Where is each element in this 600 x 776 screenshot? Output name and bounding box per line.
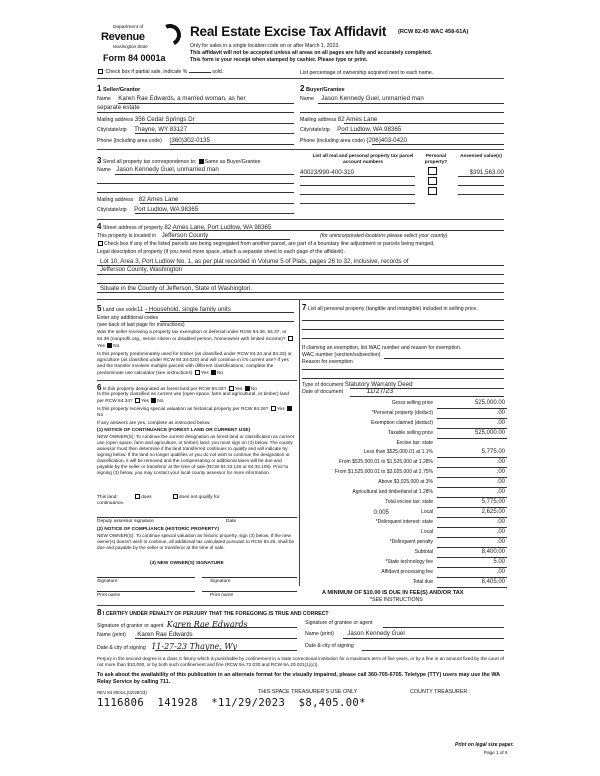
rate3-label: From $1,525,000.01 to $3,025,000 at 2.75%	[334, 469, 433, 475]
current-use-question: Is this property classified as current use (open space, farm and agricultural, or timber) land per RCW 84.34?	[97, 392, 289, 404]
same-as-buyer-checkbox[interactable]	[199, 159, 204, 164]
grantor-name-label: Name (print)	[97, 632, 126, 638]
personal-property-checkbox-2[interactable]	[428, 177, 437, 185]
delinq-state-field[interactable]: .00	[437, 519, 507, 528]
does-not-label: does not qualify for	[178, 494, 220, 500]
dept-line2: Revenue	[101, 31, 145, 43]
notice1-title: (1) NOTICE OF CONTINUANCE (FOREST LAND OR CURRENT USE)	[97, 428, 251, 433]
deputy-date-label: Date	[226, 519, 237, 524]
header-note-2: This affidavit will not be accepted unless all areas on all pages are fully and accurately completed.	[190, 50, 433, 56]
current-use-no-checkbox[interactable]	[151, 398, 156, 403]
continuance-label: continuance.	[97, 501, 125, 506]
street-field[interactable]: 82 Ames Lane, Port Ludlow, WA 98365	[164, 224, 272, 231]
new-owner-signature-1: Signature	[97, 579, 118, 584]
legal-line-1[interactable]: Lot 10, Area 3, Port Ludlow No. 1, as per plat recorded in Volume 5 of Plats, pages 26 to 32, inclusive, records of	[100, 258, 409, 265]
gross-field[interactable]: 525,000.00	[437, 400, 507, 409]
delinq-state-label: *Delinquent interest: state	[375, 519, 433, 525]
seller-city-label: City/state/zip	[97, 127, 127, 133]
historic-yes-label: Yes	[276, 406, 285, 412]
dept-line1: Department of	[113, 25, 144, 30]
assessed-col-header: Assessed value(s)	[460, 154, 502, 159]
seller-name-field-2[interactable]: separate estate	[97, 104, 140, 111]
seller-mailing-label: Mailing address	[97, 117, 134, 123]
rev-number: REV 84 0001a (02/28/23)	[97, 690, 147, 695]
rate3-field[interactable]: .00	[437, 469, 507, 478]
buyer-name-label: Name	[300, 96, 314, 102]
rate2-field[interactable]: .00	[437, 459, 507, 468]
buyer-mailing-field[interactable]: 82 Ames Lane	[337, 116, 378, 123]
seller-heading: Seller/Grantor	[103, 87, 141, 93]
segregated-checkbox[interactable]	[98, 241, 103, 246]
q2-no-checkbox[interactable]	[211, 370, 216, 375]
unincorporated-note: (for unincorporated locations please select your county)	[320, 233, 448, 239]
legal-paper-note: Print on legal size paper.	[455, 742, 514, 748]
exemption-deduct-label: Exemption claimed (deduct)	[371, 420, 433, 426]
forest-no-label: No	[250, 387, 257, 392]
taxable-field[interactable]: 525,000.00	[437, 430, 507, 439]
assessed-row-1-value[interactable]: $391,563.00	[469, 169, 504, 176]
land-use-field[interactable]: 11 - Household, single family units	[136, 306, 231, 313]
q1-no-label: No	[113, 343, 120, 349]
gross-label: Gross selling price	[391, 400, 433, 406]
county-field[interactable]: Jefferson County	[161, 232, 209, 239]
forest-yes-checkbox[interactable]	[229, 386, 234, 391]
rate5-label: Agricultural and timberland at 1.28%	[352, 489, 433, 495]
corr-name-label: Name	[97, 167, 111, 173]
total-state-label: Total excise tax: state	[385, 499, 433, 505]
located-label: This property is located in	[97, 233, 157, 239]
excise-state-label: Excise tax: state	[396, 440, 433, 446]
dor-logo	[99, 22, 189, 66]
notice1-body: NEW OWNER(S): To continue the current designation as forest land or classification as current use (open space, farm and agriculture, or timber) land, you must sign on (3) below. The county assessor must then determine if the land transferred continues to qualify and will indicate by signing below. If the land no longer qualifies or you do not wish to continue the designation or classification, it will be removed and the compensating or additional taxes will be due and payable by the seller or transferor at the time of sale (RCW 84.33.140 or 84.34.108). Prior to signing (3) below, you may contact your local county assessor for more information.	[97, 434, 294, 476]
alt-format-note: To ask about the availability of this publication in an alternate format for the visually impaired, please call 360-705-6705. Teletype (TTY) users may use the WA Relay Service by calling 711.	[97, 672, 500, 685]
exemption-deduct-field[interactable]: .00	[437, 420, 507, 429]
doc-type-field[interactable]: Statutory Warranty Deed	[344, 381, 413, 388]
land-use-label: Land use code	[102, 307, 137, 313]
personal-deduct-label: *Personal property (deduct)	[371, 410, 433, 416]
corr-city-label: City/state/zip	[97, 207, 127, 213]
header-note-1: Only for sales in a single location code on or after March 1, 2023.	[190, 43, 340, 49]
grantor-date-label: Date & city of signing	[97, 645, 146, 651]
seller-name-label: Name	[97, 96, 111, 102]
does-label: does	[141, 494, 152, 500]
seller-mailing-field[interactable]: 356 Cedar Springs Dr	[134, 116, 195, 123]
local-rate-field[interactable]: 0.005	[373, 509, 389, 516]
form-statute: (RCW 82.45 WAC 458-61A)	[398, 29, 469, 35]
additional-codes-label: Enter any additional codes	[97, 315, 159, 321]
forest-question: Is this property designated as forest land per RCW 84.33?	[102, 387, 227, 392]
parcel-row-1-number[interactable]: 40023/990-400-310	[300, 169, 355, 176]
buyer-city-label: City/state/zip	[300, 127, 330, 133]
does-checkbox[interactable]	[135, 494, 140, 499]
buyer-heading: Buyer/Grantee	[306, 87, 345, 93]
treasurer-stamp: 1116806 141928 *11/29/2023 $8,405.00*	[97, 697, 366, 709]
q2-yes-label: Yes	[200, 370, 209, 376]
segregated-label: Check box if any of the listed parcels are being segregated from another parcel, are part of a boundary line adjustment or parcels being merged.	[104, 241, 435, 247]
exemption-question: Was the seller receiving a property tax exemption or deferral under RCW 84.36, 84.37, or 84.38 (nonprofit org., senior citizen or disabled person, homeowner with limited income)?	[97, 330, 287, 342]
processing-fee-field[interactable]: .00	[437, 569, 507, 578]
see-back-label: (see back of last page for instructions)	[97, 322, 185, 328]
form-title: Real Estate Excise Tax Affidavit	[190, 24, 387, 39]
personal-deduct-field[interactable]: .00	[437, 410, 507, 419]
corr-mailing-field[interactable]: 82 Ames Lane	[138, 196, 179, 203]
buyer-name-field[interactable]: Jason Kennedy Guel, unmarried man	[321, 95, 424, 102]
q1-yes-label: Yes	[97, 343, 105, 349]
dept-line3: Washington State	[113, 44, 148, 49]
this-land-label: This land:	[97, 494, 118, 500]
grantor-date-field[interactable]: 11-27-23 Thayne, Wy	[151, 642, 237, 651]
exemption-label: If claiming an exemption, list WAC number and reason for exemption.	[302, 345, 462, 351]
corr-city-field[interactable]: Port Ludlow, WA 98365	[134, 206, 199, 213]
rate2-label: From $525,000.01 to $1,525,000 at 1.28%	[339, 459, 433, 465]
rate1-field[interactable]: 5,775.00	[437, 449, 507, 458]
personal-property-label: List all personal property (tangible and intangible) included in selling price.	[307, 306, 478, 312]
rate1-label: Less than $525,000.01 at 1.1%	[363, 449, 433, 455]
seller-phone-label: Phone (including area code)	[97, 138, 162, 144]
new-owner-print-1: Print name	[97, 593, 121, 598]
q1-no-checkbox[interactable]	[107, 343, 112, 348]
new-owner-sig-title: (3) NEW OWNER(S) SIGNATURE	[150, 561, 224, 566]
q2-yes-checkbox[interactable]	[195, 370, 200, 375]
parcel-col-header: List all real and personal property tax parcel account numbers	[312, 154, 414, 165]
notice2-title: (2) NOTICE OF COMPLIANCE (HISTORIC PROPERTY)	[97, 527, 219, 532]
county-treasurer: COUNTY TREASURER	[410, 689, 468, 695]
grantee-sig-label: Signature of grantee or agent	[305, 620, 373, 626]
local-label: Local	[421, 509, 433, 515]
ownership-note: List percentage of ownership acquired next to each name.	[300, 70, 434, 76]
new-owner-signature-2: Signature	[210, 579, 231, 584]
tech-fee-label: *State technology fee	[385, 559, 433, 565]
delinq-penalty-label: *Delinquent penalty	[389, 539, 433, 545]
delinq-local-field[interactable]: .00	[437, 529, 507, 538]
form-number: Form 84 0001a	[103, 53, 166, 63]
timber-question: Is this property predominately used for timber (as classified under RCW 84.34 and 84.33) or agriculture (as classified under RCW 84.34.020) and will continue in it's current use? If yes and the transfer involves multiple parcels with different classifications, complete the predominate use calculator (see instructions)	[97, 352, 292, 376]
grantor-signature[interactable]: Karen Rae Edwards	[166, 620, 248, 629]
partial-sale-sold: sold.	[212, 69, 224, 75]
doc-date-field[interactable]: 11/27/23	[366, 388, 394, 395]
street-label: Street address of property	[102, 225, 163, 231]
legal-line-2[interactable]: Jefferson County, Washington	[100, 266, 183, 273]
processing-fee-label: Affidavit processing fee	[381, 569, 433, 575]
total-due-label: Total due	[412, 579, 433, 585]
legal-line-3[interactable]: Situate in the County of Jefferson, State of Washington.	[100, 285, 253, 292]
buyer-city-field[interactable]: Port Ludlow, WA 98365	[337, 126, 402, 133]
forest-yes-label: Yes	[234, 387, 243, 392]
total-due-field[interactable]: 8,405.00	[437, 579, 507, 588]
treasurer-use-only: THIS SPACE TREASURER'S USE ONLY	[258, 689, 358, 695]
corr-name-field[interactable]: Jason Kennedy Guel, unmarried man	[116, 166, 219, 173]
same-as-buyer-label: Same as Buyer/Grantee	[204, 159, 261, 165]
legal-label: Legal description of property (if you need more space, attach a separate sheet to each page of the affidavit).	[97, 249, 345, 255]
taxable-label: Taxable selling price	[387, 430, 433, 436]
partial-sale-row	[97, 69, 223, 76]
seller-name-field[interactable]: Karen Rae Edwards, a married woman, as her	[118, 95, 246, 102]
rate5-field[interactable]: .00	[437, 489, 507, 498]
grantee-name-field[interactable]: Jason Kennedy Guel	[347, 630, 405, 637]
personal-col-header: Personal property?	[424, 154, 448, 165]
new-owner-print-2: Print name	[210, 593, 234, 598]
personal-property-checkbox-1[interactable]	[428, 167, 437, 175]
partial-sale-checkbox[interactable]	[98, 69, 103, 74]
perjury-statement: Perjury in the second degree is a class C felony which is punishable by confinement in a state correctional institution for a maximum term of five years, or by a fine in an amount fixed by the court of not more than $10,000, or by both such confinement and fine (RCW 9A.72.030 and RCW 9A.20.021(1)(c)).	[97, 656, 504, 668]
buyer-mailing-label: Mailing address	[300, 117, 337, 123]
personal-property-checkbox-3[interactable]	[428, 187, 437, 195]
delinq-local-label: Local	[421, 529, 433, 535]
buyer-phone-field[interactable]: (206)403-0420	[366, 137, 407, 144]
historic-no-label: No	[97, 412, 104, 418]
local-field[interactable]: 2,625.00	[437, 509, 507, 518]
reason-label: Reason for exemption	[302, 359, 353, 365]
tech-fee-field[interactable]: 5.00	[437, 559, 507, 568]
forest-no-checkbox[interactable]	[245, 386, 250, 391]
header-note-3: This form is your receipt when stamped by cashier. Please type or print.	[190, 57, 368, 63]
partial-sale-label: Check box if partial sale, indicate %	[105, 69, 188, 75]
does-not-checkbox[interactable]	[173, 494, 178, 499]
seller-city-field[interactable]: Thayne, WY 83127	[134, 126, 188, 133]
total-state-field[interactable]: 5,775.00	[437, 499, 507, 508]
deputy-sig-label: Deputy assessor signature	[97, 519, 154, 524]
notice2-body: NEW OWNER(S): To continue special valuation as historic property, sign (3) below. If the new owner(s) doesn't wish to continue, all additional tax calculated pursuant to RCW 84.26, shall be due and payable by the seller or transferor at the time of sale.	[97, 533, 295, 551]
historic-yes-checkbox[interactable]	[271, 406, 276, 411]
buyer-phone-label: Phone (including area code)	[300, 138, 365, 144]
current-use-yes-checkbox[interactable]	[135, 398, 140, 403]
seller-phone-field[interactable]: (360)302-0135	[169, 137, 210, 144]
grantee-date-label: Date & city of signing	[305, 643, 354, 649]
wac-label: WAC number (section/subsection)	[302, 352, 381, 358]
corr-mailing-label: Mailing address	[97, 197, 134, 203]
q2-no-label: No	[216, 370, 224, 376]
grantee-name-label: Name (print)	[305, 631, 334, 637]
doc-type-label: Type of document	[302, 382, 344, 388]
see-instructions-note: *SEE INSTRUCTIONS	[370, 597, 423, 603]
current-use-yes-label: Yes	[141, 398, 149, 404]
logo-arc-icon	[156, 21, 184, 49]
page-number: Page 1 of 6	[484, 750, 508, 755]
minimum-due-note: A MINIMUM OF $10.00 IS DUE IN FEE(S) AND/OR TAX	[322, 590, 464, 596]
correspondence-label: Send all property tax correspondence to:	[102, 159, 197, 165]
subtotal-field[interactable]: 8,400.00	[437, 549, 507, 558]
delinq-penalty-field[interactable]: .00	[437, 539, 507, 548]
grantor-sig-label: Signature of grantor or agent	[97, 623, 164, 629]
subtotal-label: Subtotal	[414, 549, 433, 555]
rate4-field[interactable]: .00	[437, 479, 507, 488]
q1-yes-checkbox[interactable]	[288, 336, 293, 341]
certify-statement: I CERTIFY UNDER PENALTY OF PERJURY THAT THE FOREGOING IS TRUE AND CORRECT	[102, 611, 329, 617]
if-any-label: If any answers are yes, complete as instructed below.	[97, 421, 211, 426]
doc-date-label: Date of document	[302, 389, 343, 395]
current-use-no-label: No	[157, 398, 164, 404]
grantor-name-field[interactable]: Karen Rae Edwards	[137, 631, 193, 638]
historic-question: Is this property receiving special valuation as historical property per RCW 84.26?	[97, 406, 269, 412]
historic-no-checkbox[interactable]	[287, 406, 292, 411]
rate4-label: Above $3,025,000 at 3%	[378, 479, 433, 485]
